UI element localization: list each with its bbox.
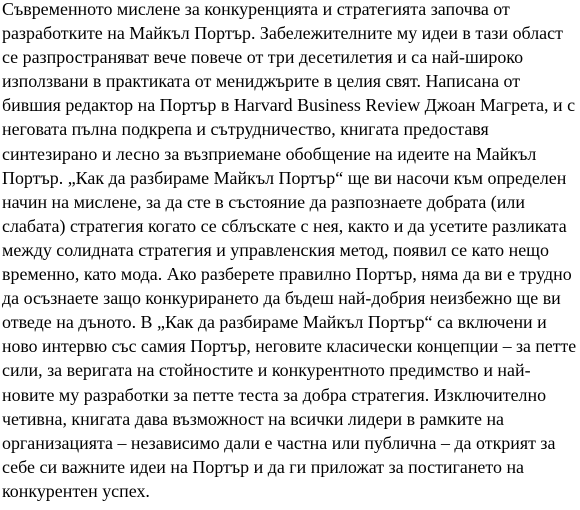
- text-line-16: сили, за веригата на стойностите и конкурентното предимство и най-: [2, 360, 531, 381]
- text-line-18: четивна, книгата дава възможност на всички лидери в рамките на: [2, 408, 505, 429]
- text-line-19: организацията – независимо дали е частна или публична – да открият за: [2, 432, 556, 453]
- text-line-8: Портър. „Как да разбираме Майкъл Портър“ ще ви насочи към определен: [2, 167, 567, 188]
- text-line-1: Съвременното мислене за конкуренцията и стратегията започва от: [2, 0, 510, 19]
- text-line-12: временно, като мода. Ако разберете правилно Портър, няма да ви е трудно: [2, 264, 572, 285]
- text-line-10: слабата) стратегия когато се сблъскате с нея, както и да усетите разликата: [2, 215, 567, 236]
- text-line-15: ново интервю със самия Портър, неговите класически концепции – за петте: [2, 336, 577, 357]
- text-line-11: между солидната стратегия и управленския метод, появил се като нещо: [2, 239, 549, 260]
- book-description-paragraph: [2, 0, 578, 503]
- text-line-20: себе си важните идеи на Портър и да ги приложат за постигането на: [2, 456, 525, 477]
- text-line-6: неговата пълна подкрепа и сътрудничество, книгата предоставя: [2, 119, 489, 140]
- text-line-13: да осъзнаете защо конкурирането да бъдеш най-добрия неизбежно ще ви: [2, 288, 561, 309]
- text-line-21: конкурентен успех.: [2, 480, 150, 501]
- text-line-5: бившия редактор на Портър в Harvard Business Review Джоан Магрета, и с: [2, 95, 576, 116]
- text-line-14: отведе на дъното. В „Как да разбираме Майкъл Портър“ са включени и: [2, 312, 547, 333]
- text-line-7: синтезирано и лесно за възприемане обобщение на идеите на Майкъл: [2, 143, 537, 164]
- text-line-9: начин на мислене, за да сте в състояние да разпознаете добрата (или: [2, 191, 525, 212]
- text-line-3: се разпространяват вече повече от три десетилетия и са най-широко: [2, 47, 524, 68]
- text-line-4: използвани в практиката от мениджърите в целия свят. Написана от: [2, 71, 521, 92]
- text-line-2: разработките на Майкъл Портър. Забележителните му идеи в тази област: [2, 23, 563, 44]
- text-line-17: новите му разработки за петте теста за добра стратегия. Изключително: [2, 384, 547, 405]
